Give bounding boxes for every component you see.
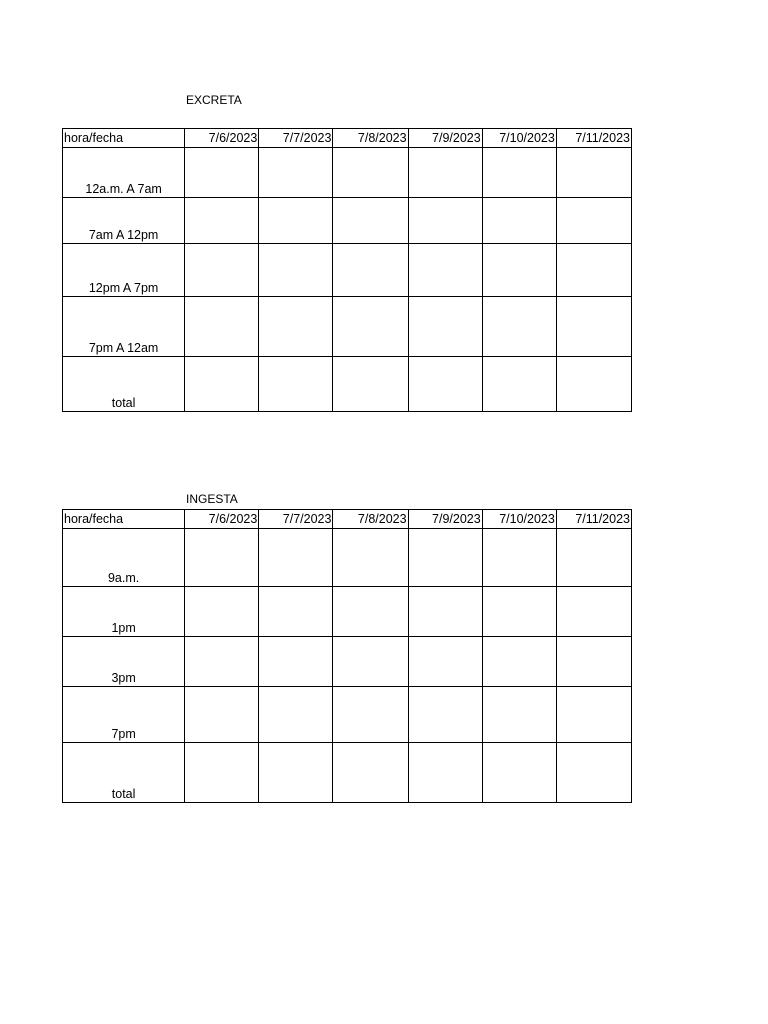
ingesta-cell[interactable] xyxy=(259,637,333,687)
excreta-cell[interactable] xyxy=(408,297,482,357)
excreta-title: EXCRETA xyxy=(186,93,242,107)
ingesta-cell[interactable] xyxy=(259,529,333,587)
excreta-row xyxy=(63,297,632,357)
excreta-header-row xyxy=(63,129,632,148)
excreta-row xyxy=(63,244,632,297)
excreta-date-header[interactable]: 7/10/2023 xyxy=(482,129,556,148)
excreta-cell[interactable] xyxy=(482,357,556,412)
excreta-date-header[interactable]: 7/11/2023 xyxy=(556,129,631,148)
excreta-cell[interactable] xyxy=(259,244,333,297)
ingesta-row xyxy=(63,529,632,587)
ingesta-cell[interactable] xyxy=(556,587,631,637)
excreta-cell[interactable] xyxy=(185,198,259,244)
ingesta-cell[interactable] xyxy=(333,587,408,637)
ingesta-cell[interactable] xyxy=(333,637,408,687)
excreta-row xyxy=(63,198,632,244)
ingesta-title: INGESTA xyxy=(186,492,238,506)
ingesta-cell[interactable] xyxy=(556,743,631,803)
ingesta-cell[interactable] xyxy=(333,687,408,743)
excreta-row-label[interactable]: 12a.m. A 7am xyxy=(63,148,185,198)
excreta-row-label[interactable]: 7am A 12pm xyxy=(63,198,185,244)
ingesta-date-header[interactable]: 7/10/2023 xyxy=(482,510,556,529)
ingesta-cell[interactable] xyxy=(556,637,631,687)
excreta-cell[interactable] xyxy=(556,198,631,244)
ingesta-cell[interactable] xyxy=(185,587,259,637)
excreta-cell[interactable] xyxy=(482,297,556,357)
ingesta-cell[interactable] xyxy=(556,529,631,587)
excreta-row xyxy=(63,357,632,412)
ingesta-header-label[interactable]: hora/fecha xyxy=(63,510,185,529)
excreta-date-header[interactable]: 7/6/2023 xyxy=(185,129,259,148)
excreta-cell[interactable] xyxy=(408,244,482,297)
excreta-cell[interactable] xyxy=(482,244,556,297)
ingesta-cell[interactable] xyxy=(408,637,482,687)
ingesta-date-header[interactable]: 7/11/2023 xyxy=(556,510,631,529)
excreta-row-label[interactable]: total xyxy=(63,357,185,412)
excreta-table xyxy=(62,128,632,412)
ingesta-cell[interactable] xyxy=(333,743,408,803)
excreta-cell[interactable] xyxy=(333,357,408,412)
ingesta-cell[interactable] xyxy=(408,743,482,803)
excreta-cell[interactable] xyxy=(259,357,333,412)
excreta-cell[interactable] xyxy=(482,148,556,198)
excreta-cell[interactable] xyxy=(333,244,408,297)
excreta-cell[interactable] xyxy=(408,148,482,198)
ingesta-table xyxy=(62,509,632,803)
excreta-cell[interactable] xyxy=(408,198,482,244)
excreta-cell[interactable] xyxy=(185,297,259,357)
excreta-row-label[interactable]: 12pm A 7pm xyxy=(63,244,185,297)
ingesta-date-header[interactable]: 7/9/2023 xyxy=(408,510,482,529)
ingesta-cell[interactable] xyxy=(482,743,556,803)
ingesta-cell[interactable] xyxy=(259,743,333,803)
ingesta-cell[interactable] xyxy=(259,587,333,637)
ingesta-row xyxy=(63,637,632,687)
ingesta-row-label[interactable]: total xyxy=(63,743,185,803)
excreta-cell[interactable] xyxy=(482,198,556,244)
excreta-header-label[interactable]: hora/fecha xyxy=(63,129,185,148)
excreta-cell[interactable] xyxy=(259,198,333,244)
excreta-row xyxy=(63,148,632,198)
ingesta-cell[interactable] xyxy=(333,529,408,587)
ingesta-row-label[interactable]: 7pm xyxy=(63,687,185,743)
ingesta-date-header[interactable]: 7/6/2023 xyxy=(185,510,259,529)
ingesta-row xyxy=(63,587,632,637)
ingesta-row-label[interactable]: 1pm xyxy=(63,587,185,637)
ingesta-cell[interactable] xyxy=(408,687,482,743)
excreta-cell[interactable] xyxy=(185,244,259,297)
ingesta-cell[interactable] xyxy=(185,637,259,687)
ingesta-cell[interactable] xyxy=(408,529,482,587)
ingesta-cell[interactable] xyxy=(482,529,556,587)
excreta-date-header[interactable]: 7/8/2023 xyxy=(333,129,408,148)
ingesta-row xyxy=(63,687,632,743)
excreta-cell[interactable] xyxy=(556,148,631,198)
excreta-cell[interactable] xyxy=(259,148,333,198)
excreta-row-label[interactable]: 7pm A 12am xyxy=(63,297,185,357)
ingesta-row-label[interactable]: 9a.m. xyxy=(63,529,185,587)
excreta-cell[interactable] xyxy=(259,297,333,357)
ingesta-cell[interactable] xyxy=(185,687,259,743)
excreta-cell[interactable] xyxy=(185,148,259,198)
ingesta-cell[interactable] xyxy=(482,687,556,743)
ingesta-cell[interactable] xyxy=(482,587,556,637)
excreta-cell[interactable] xyxy=(333,198,408,244)
excreta-cell[interactable] xyxy=(408,357,482,412)
ingesta-header-row xyxy=(63,510,632,529)
ingesta-row xyxy=(63,743,632,803)
excreta-cell[interactable] xyxy=(556,357,631,412)
ingesta-cell[interactable] xyxy=(185,743,259,803)
excreta-cell[interactable] xyxy=(333,148,408,198)
excreta-cell[interactable] xyxy=(556,244,631,297)
excreta-cell[interactable] xyxy=(333,297,408,357)
excreta-cell[interactable] xyxy=(185,357,259,412)
ingesta-cell[interactable] xyxy=(259,687,333,743)
ingesta-row-label[interactable]: 3pm xyxy=(63,637,185,687)
excreta-date-header[interactable]: 7/9/2023 xyxy=(408,129,482,148)
ingesta-cell[interactable] xyxy=(556,687,631,743)
excreta-date-header[interactable]: 7/7/2023 xyxy=(259,129,333,148)
ingesta-cell[interactable] xyxy=(185,529,259,587)
ingesta-cell[interactable] xyxy=(408,587,482,637)
excreta-cell[interactable] xyxy=(556,297,631,357)
ingesta-date-header[interactable]: 7/7/2023 xyxy=(259,510,333,529)
ingesta-date-header[interactable]: 7/8/2023 xyxy=(333,510,408,529)
ingesta-cell[interactable] xyxy=(482,637,556,687)
